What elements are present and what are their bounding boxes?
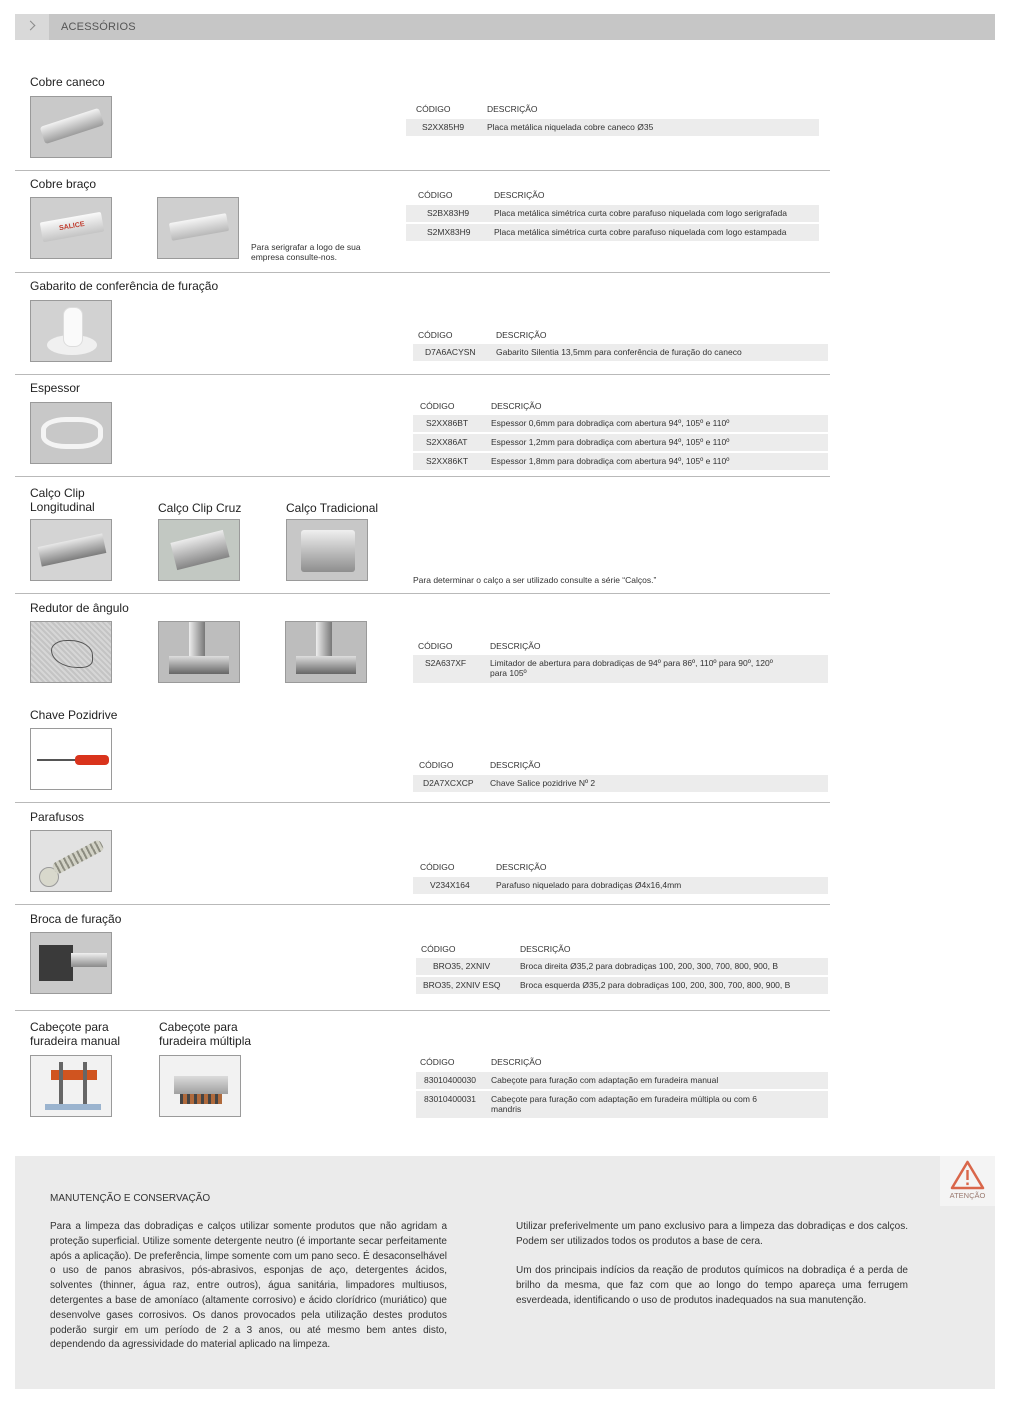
warning-label: ATENÇÃO	[949, 1191, 986, 1200]
table-row	[416, 1091, 828, 1118]
table-row	[406, 205, 819, 222]
table-header-code: CÓDIGO	[421, 944, 456, 954]
table-row	[413, 775, 828, 792]
section-title-broca: Broca de furação	[30, 912, 122, 926]
section-title-parafusos: Parafusos	[30, 810, 85, 824]
table-row	[413, 434, 828, 451]
product-code: BRO35, 2XNIV ESQ	[423, 980, 501, 990]
product-description: Placa metálica simétrica curta cobre parafuso niquelada com logo serigrafada	[494, 208, 787, 218]
maintenance-right-text-1: Utilizar preferivelmente um pano exclusivo para a limpeza das dobradiças e dos calços. Podem ser utilizados todos os produtos a base de cera.	[516, 1221, 908, 1247]
warning-triangle-icon	[940, 1156, 995, 1192]
product-image-cobre-braco-estampada	[157, 197, 239, 259]
chevron-right-icon	[15, 14, 49, 40]
section-divider	[15, 593, 830, 594]
section-title-espessor: Espessor	[30, 381, 81, 395]
maintenance-right-text-2: Um dos principais indícios da reação de produtos químicos na dobradiça é a perda de brilho da mesma, que faz com que ao longo do tempo apareça uma ferrugem esverdeada, identificando o uso de produtos inadequados na sua manutenção.	[516, 1265, 908, 1306]
product-image-broca	[30, 932, 112, 994]
table-header-description: DESCRIÇÃO	[491, 401, 542, 411]
product-image-cabecote-multipla	[159, 1055, 241, 1117]
section-title-calco-cruz: Calço Clip Cruz	[158, 501, 242, 515]
product-image-parafusos	[30, 830, 112, 892]
note-calcos: Para determinar o calço a ser utilizado consulte a série “Calços.”	[413, 575, 657, 585]
table-header-description: DESCRIÇÃO	[496, 330, 547, 340]
product-description: Parafuso niquelado para dobradiças Ø4x16,4mm	[496, 880, 682, 890]
product-code: S2XX86KT	[426, 456, 469, 466]
product-image-calco-longitudinal	[30, 519, 112, 581]
section-divider	[15, 802, 830, 803]
product-code: D7A6ACYSN	[425, 347, 476, 357]
table-header-description: DESCRIÇÃO	[487, 104, 538, 114]
product-code: S2XX85H9	[422, 122, 465, 132]
table-row	[416, 958, 828, 975]
table-header-code: CÓDIGO	[418, 190, 453, 200]
table-header-code: CÓDIGO	[420, 401, 455, 411]
product-code: V234X164	[430, 880, 470, 890]
maintenance-left-text: Para a limpeza das dobradiças e calços utilizar somente produtos que não agridam a proteção superficial. Utilize somente detergente neutro (é importante secar perfeitamente após a aplicação). De preferência, limpe somente com um pano seco. É desaconselhável o uso de panos abrasivos, pós-abrasivos, esponjas de aço, detergentes ácidos, solventes (thinner, água raz, entre outros), água sanitária, limpadores multiusos, detergentes a base de amoníaco (altamente corrosivo) e ácido clorídrico (muriático) que desenvolve gases corrosivos. Os danos provocados pela utilização destes produtos poderão surgir em um período de 2 a 3 anos, ou até mesmo bem antes disto, dependendo da agressividade do material aplicado na limpeza.	[50, 1221, 447, 1351]
product-description: Espessor 1,2mm para dobradiça com abertura 94º, 105º e 110º	[491, 437, 730, 447]
product-description: Espessor 1,8mm para dobradiça com abertura 94º, 105º e 110º	[491, 456, 730, 466]
logo-text: SALICE	[40, 212, 105, 242]
table-header-code: CÓDIGO	[416, 104, 451, 114]
section-title-redutor: Redutor de ângulo	[30, 601, 129, 615]
product-image-cobre-braco-serigrafada	[30, 197, 112, 259]
product-code: 83010400031	[424, 1094, 477, 1104]
table-header-code: CÓDIGO	[420, 862, 455, 872]
section-header-bar	[15, 14, 995, 40]
table-header-code: CÓDIGO	[418, 330, 453, 340]
product-description: Chave Salice pozidrive Nº 2	[490, 778, 596, 788]
product-image-calco-cruz	[158, 519, 240, 581]
product-description: Gabarito Silentia 13,5mm para conferência de furação do caneco	[496, 347, 742, 357]
product-image-cabecote-manual	[30, 1055, 112, 1117]
product-image-espessor	[30, 402, 112, 464]
product-description: Placa metálica niquelada cobre caneco Ø35	[487, 122, 654, 132]
section-title-cobre-caneco: Cobre caneco	[30, 75, 105, 89]
note-serigrafar: Para serigrafar a logo de sua empresa consulte-nos.	[251, 242, 361, 262]
table-row	[413, 453, 828, 470]
product-image-chave	[30, 728, 112, 790]
product-description: Placa metálica simétrica curta cobre parafuso niquelada com logo estampada	[494, 227, 787, 237]
product-code: 83010400030	[424, 1075, 477, 1085]
table-header-description: DESCRIÇÃO	[490, 641, 541, 651]
table-row	[416, 977, 828, 994]
product-code: S2XX86AT	[426, 437, 468, 447]
table-header-description: DESCRIÇÃO	[490, 760, 541, 770]
section-divider	[15, 904, 830, 905]
maintenance-box	[15, 1156, 995, 1389]
product-code: BRO35, 2XNIV	[433, 961, 491, 971]
section-title-calco-longitudinal: Calço Clip Longitudinal	[30, 486, 95, 514]
table-header-description: DESCRIÇÃO	[494, 190, 545, 200]
product-code: D2A7XCXCP	[423, 778, 474, 788]
product-description: Cabeçote para furação com adaptação em furadeira manual	[491, 1075, 719, 1085]
section-divider	[15, 272, 830, 273]
table-row	[413, 877, 828, 894]
table-row	[413, 344, 828, 361]
product-code: S2BX83H9	[427, 208, 470, 218]
table-header-code: CÓDIGO	[419, 760, 454, 770]
product-image-cobre-caneco	[30, 96, 112, 158]
warning-badge	[940, 1156, 995, 1206]
product-description: Espessor 0,6mm para dobradiça com abertura 94º, 105º e 110º	[491, 418, 730, 428]
table-header-description: DESCRIÇÃO	[491, 1057, 542, 1067]
product-image-calco-tradicional	[286, 519, 368, 581]
section-divider	[15, 1010, 830, 1011]
table-row	[406, 224, 819, 241]
page-title: ACESSÓRIOS	[61, 21, 136, 33]
section-title-gabarito: Gabarito de conferência de furação	[30, 279, 219, 293]
section-divider	[15, 170, 830, 171]
product-code: S2XX86BT	[426, 418, 469, 428]
table-row	[413, 655, 828, 683]
product-description: Broca direita Ø35,2 para dobradiças 100, 200, 300, 700, 800, 900, B	[520, 961, 779, 971]
table-header-code: CÓDIGO	[420, 1057, 455, 1067]
product-image-gabarito	[30, 300, 112, 362]
section-divider	[15, 476, 830, 477]
product-description: Limitador de abertura para dobradiças de 94º para 86º, 110º para 90º, 120º para 105º	[490, 658, 773, 678]
table-header-description: DESCRIÇÃO	[496, 862, 547, 872]
section-title-calco-tradicional: Calço Tradicional	[286, 501, 379, 515]
table-header-description: DESCRIÇÃO	[520, 944, 571, 954]
section-title-cobre-braco: Cobre braço	[30, 177, 97, 191]
section-title-cabecote-multipla: Cabeçote para furadeira múltipla	[159, 1020, 252, 1048]
product-description: Broca esquerda Ø35,2 para dobradiças 100, 200, 300, 700, 800, 900, B	[520, 980, 791, 990]
product-code: S2A637XF	[425, 658, 467, 668]
maintenance-title: MANUTENÇÃO E CONSERVAÇÃO	[50, 1193, 211, 1204]
table-row	[413, 415, 828, 432]
product-description: Cabeçote para furação com adaptação em furadeira múltipla ou com 6 mandris	[491, 1094, 758, 1114]
table-header-code: CÓDIGO	[418, 641, 453, 651]
product-image-redutor-aplicado-1	[158, 621, 240, 683]
product-code: S2MX83H9	[427, 227, 471, 237]
section-title-cabecote-manual: Cabeçote para furadeira manual	[30, 1020, 121, 1048]
table-row	[416, 1072, 828, 1089]
table-row	[406, 119, 819, 136]
section-divider	[15, 374, 830, 375]
section-title-chave: Chave Pozidrive	[30, 708, 118, 722]
product-image-redutor	[30, 621, 112, 683]
product-image-redutor-aplicado-2	[285, 621, 367, 683]
